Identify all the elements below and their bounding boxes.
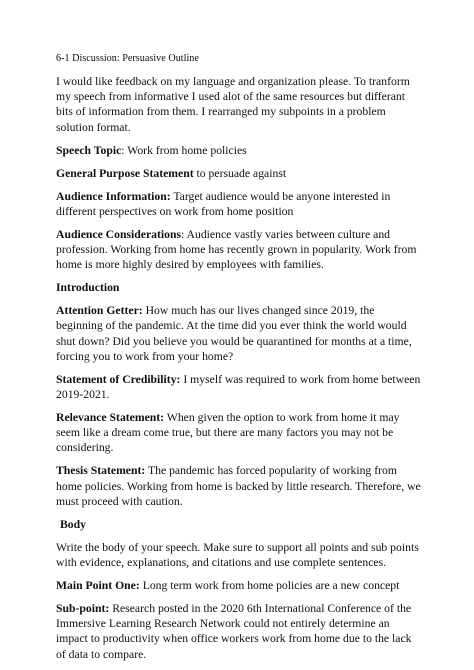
audience-information-text: Target audience would be anyone interested in different perspectives on work from home position bbox=[56, 189, 391, 218]
relevance-text: When given the option to work from home it may seem like a dream come true, but there are many factors you may not be considering. bbox=[56, 411, 400, 455]
main-point-one-label: Main Point One: bbox=[56, 579, 140, 593]
attention-getter-label: Attention Getter: bbox=[56, 304, 143, 318]
sub-point-paragraph bbox=[56, 601, 424, 662]
general-purpose-line bbox=[56, 166, 424, 181]
thesis-label: Thesis Statement: bbox=[56, 464, 146, 478]
introduction-heading: Introduction bbox=[56, 281, 120, 295]
credibility-label: Statement of Credibility: bbox=[56, 372, 181, 386]
attention-getter-text: How much has our lives changed since 2019, the beginning of the pandemic. At the time did you ever think the world would shut down? Did you believe you would be quarantined for months at a time, forcing you to work from your home? bbox=[56, 304, 412, 363]
thesis-paragraph bbox=[56, 463, 424, 509]
thesis-text: The pandemic has forced popularity of working from home policies. Working from home is backed by little research. Therefore, we must proceed with caution. bbox=[56, 464, 421, 508]
body-instructions-paragraph: Write the body of your speech. Make sure to support all points and sub points with evidence, explanations, and citations and use complete sentences. bbox=[56, 540, 419, 570]
speech-topic-line bbox=[56, 143, 424, 158]
body-heading: Body bbox=[60, 517, 86, 531]
main-point-one-text: Long term work from home policies are a new concept bbox=[139, 579, 400, 593]
general-purpose-text: to persuade against bbox=[193, 166, 287, 180]
document-title: 6-1 Discussion: Persuasive Outline bbox=[56, 53, 199, 64]
document-page bbox=[56, 52, 424, 670]
relevance-label: Relevance Statement: bbox=[56, 411, 165, 425]
main-point-one-paragraph bbox=[56, 578, 424, 593]
speech-topic-label: Speech Topic bbox=[56, 143, 122, 157]
relevance-paragraph bbox=[56, 410, 424, 456]
audience-considerations-text: : Audience vastly varies between culture and profession. Working from home has recently grown in popularity. Work from home is more highly desired by employees with families. bbox=[56, 227, 417, 272]
audience-information-label: Audience Information: bbox=[56, 189, 171, 203]
sub-point-label: Sub-point: bbox=[56, 602, 110, 616]
credibility-paragraph bbox=[56, 372, 424, 402]
credibility-text: I myself was required to work from home between 2019-2021. bbox=[56, 372, 421, 402]
sub-point-text: Research posted in the 2020 6th International Conference of the Immersive Learning Research Network could not entirely determine an impact to productivity when office workers work from home due to the lack of data to compare. bbox=[56, 602, 412, 661]
speech-topic-text: : Work from home policies bbox=[121, 143, 247, 157]
general-purpose-label: General Purpose Statement bbox=[56, 166, 194, 180]
audience-information-paragraph bbox=[56, 189, 424, 219]
feedback-request-paragraph: I would like feedback on my language and organization please. To tranform my speech from informative I used alot of the same resources but differant bits of information from them. I rearranged my subpoints in a problem solution format. bbox=[56, 75, 410, 134]
audience-considerations-label: Audience Considerations bbox=[56, 227, 182, 241]
attention-getter-paragraph bbox=[56, 303, 424, 364]
audience-considerations-paragraph bbox=[56, 227, 424, 273]
